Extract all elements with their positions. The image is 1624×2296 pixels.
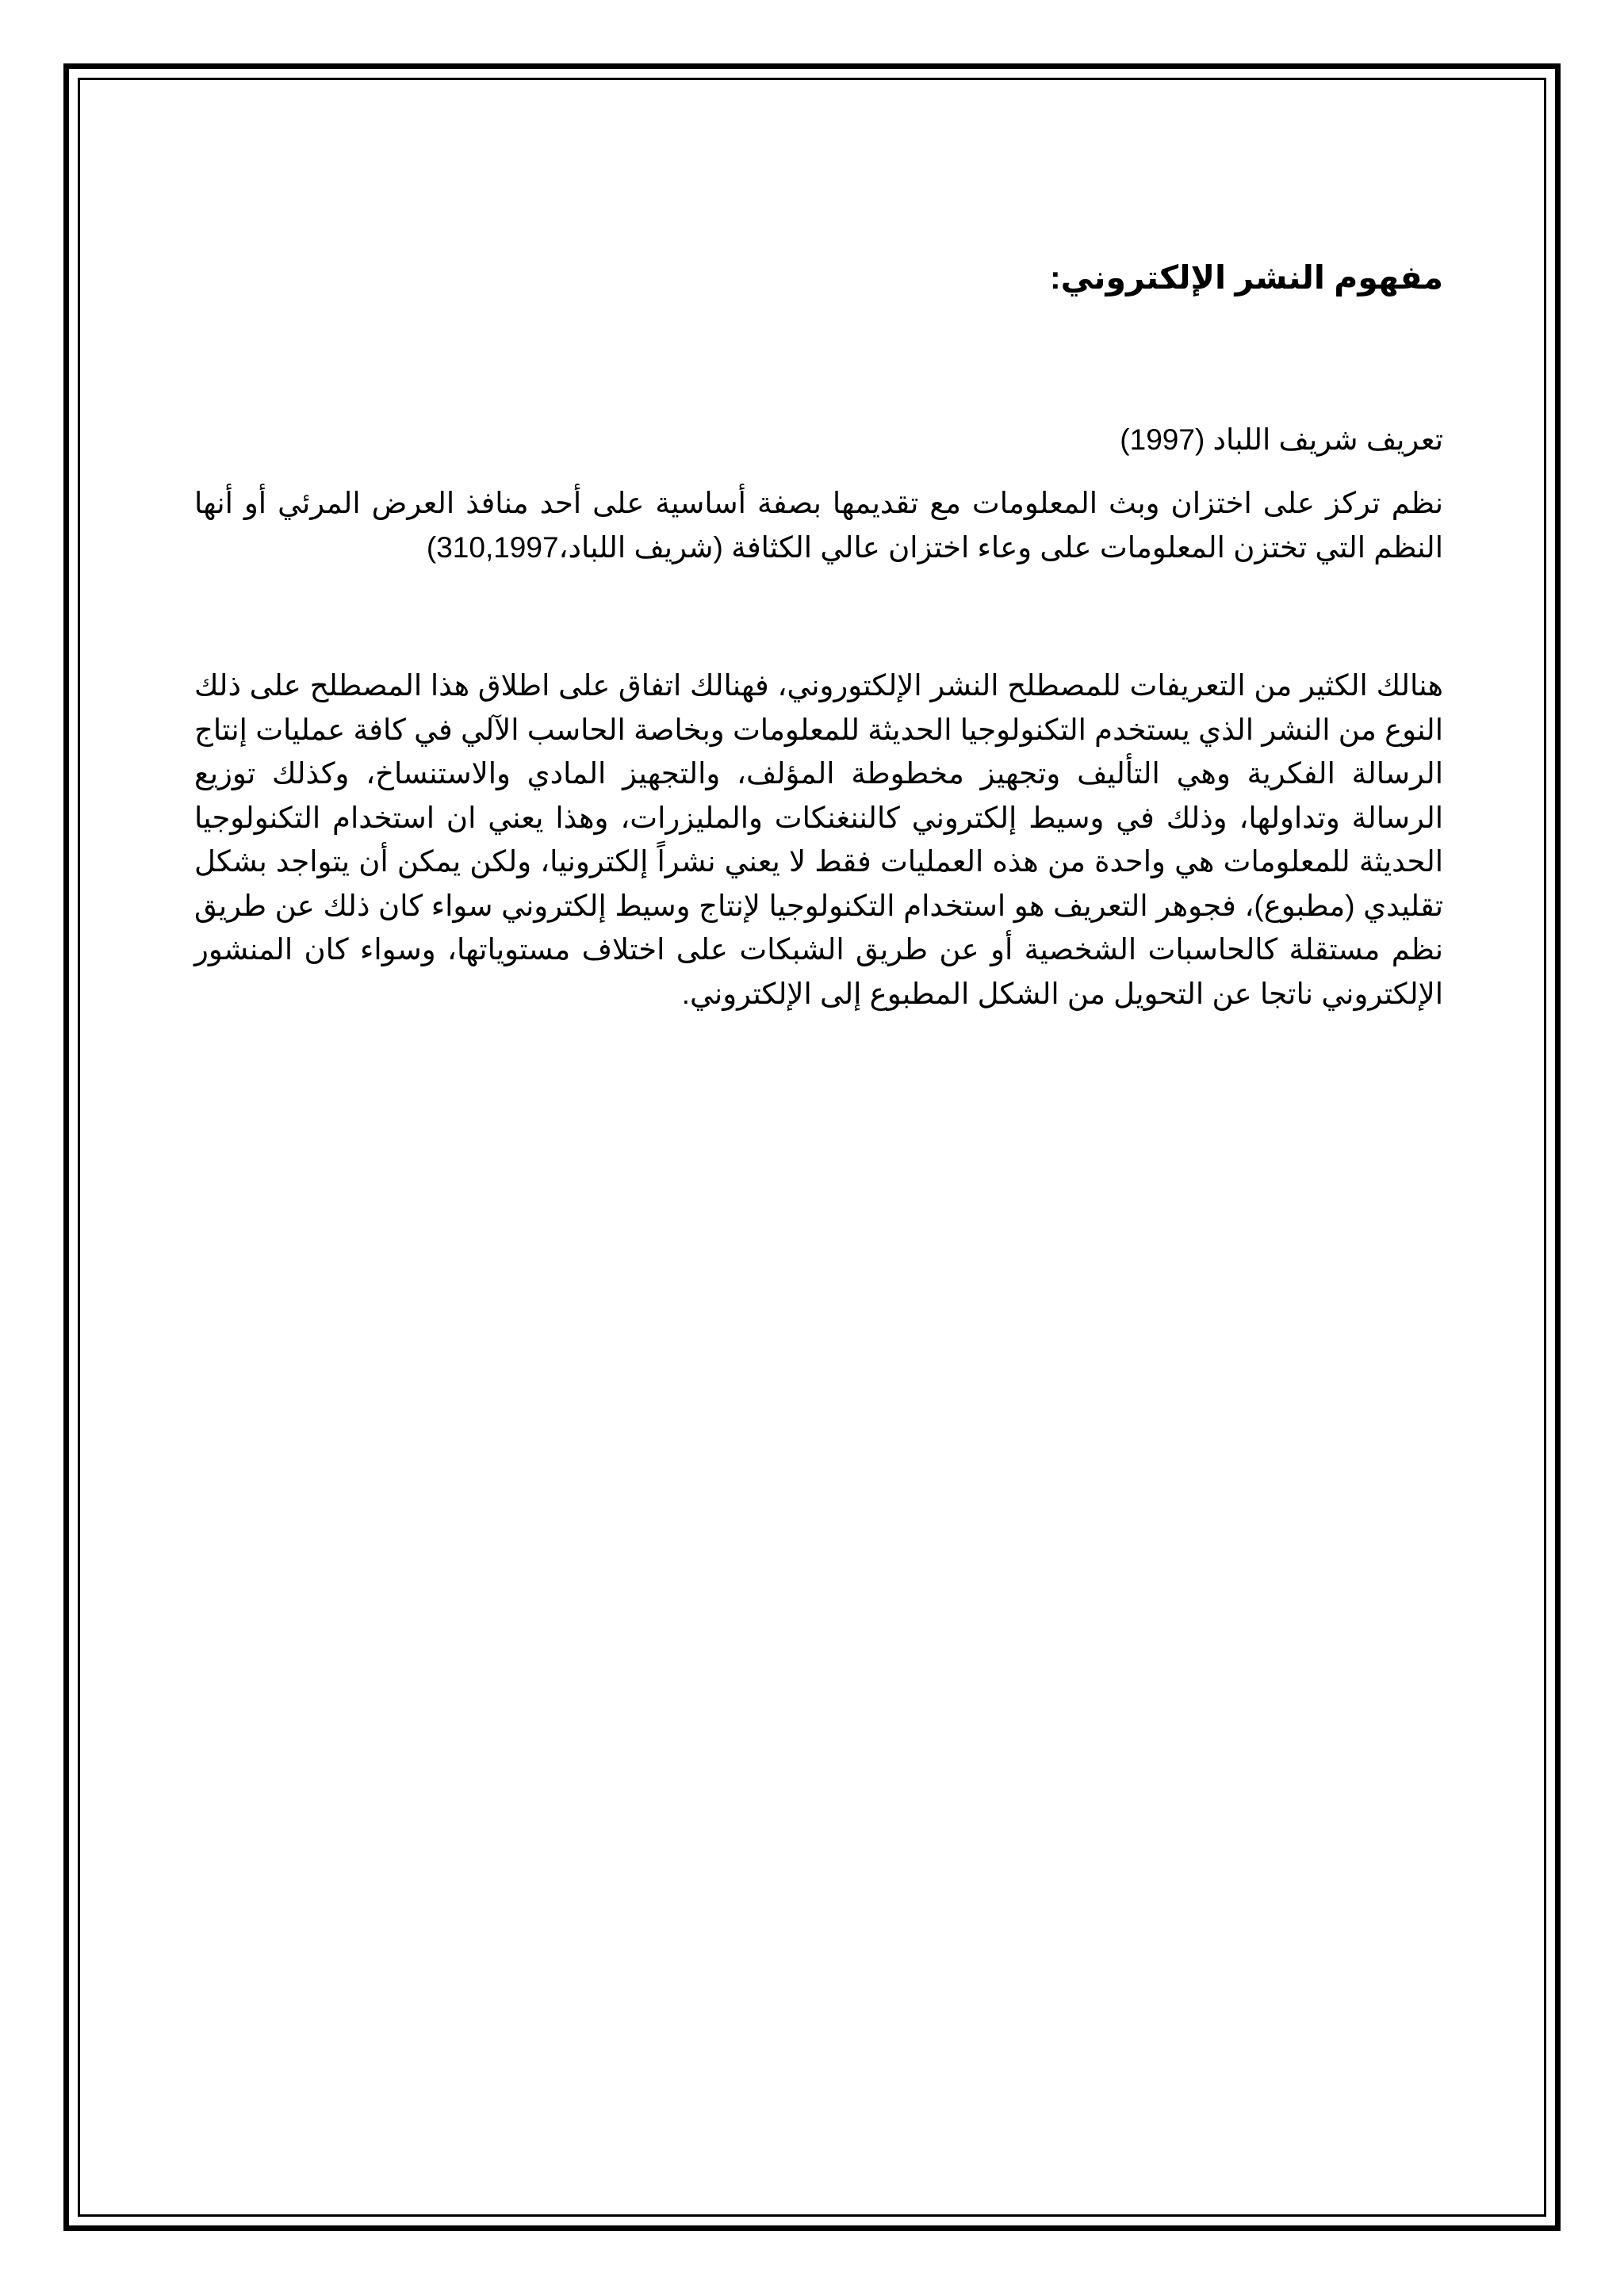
page-title: مفهوم النشر الإلكتروني: (1050, 259, 1443, 296)
document-body (194, 254, 1443, 1016)
body-paragraph: هنالك الكثير من التعريفات للمصطلح النشر الإلكتوروني، فهنالك اتفاق على اطلاق هذا المصطلح على ذلك النوع من النشر الذي يستخدم التكنولوجيا الحديثة للمعلومات وبخاصة الحاسب الآلي في كافة عمليات إنتاج الرسالة الفكرية وهي التأليف وتجهيز مخطوطة المؤلف، والتجهيز المادي والاستنساخ، وكذلك توزيع الرسالة وتداولها، وذلك في وسيط إلكتروني كالننغنكات والمليزرات، وهذا يعني ان استخدام التكنولوجيا الحديثة للمعلومات هي واحدة من هذه العمليات فقط لا يعني نشراً إلكترونيا، ولكن يمكن أن يتواجد بشكل تقليدي (مطبوع)، فجوهر التعريف هو استخدام التكنولوجيا لإنتاج وسيط إلكتروني سواء كان ذلك عن طريق نظم مستقلة كالحاسبات الشخصية أو عن طريق الشبكات على اختلاف مستوياتها، وسواء كان المنشور الإلكتروني ناتجا عن التحويل من الشكل المطبوع إلى الإلكتروني. (194, 669, 1443, 1010)
definition-text: نظم تركز على اختزان وبث المعلومات مع تقديمها بصفة أساسية على أحد منافذ العرض المرئي أو أنها النظم التي تختزن المعلومات على وعاء اختزان عالي الكثافة (شريف اللباد،310,1997) (194, 487, 1443, 564)
definition-heading: تعريف شريف اللباد (1997) (1120, 423, 1443, 456)
